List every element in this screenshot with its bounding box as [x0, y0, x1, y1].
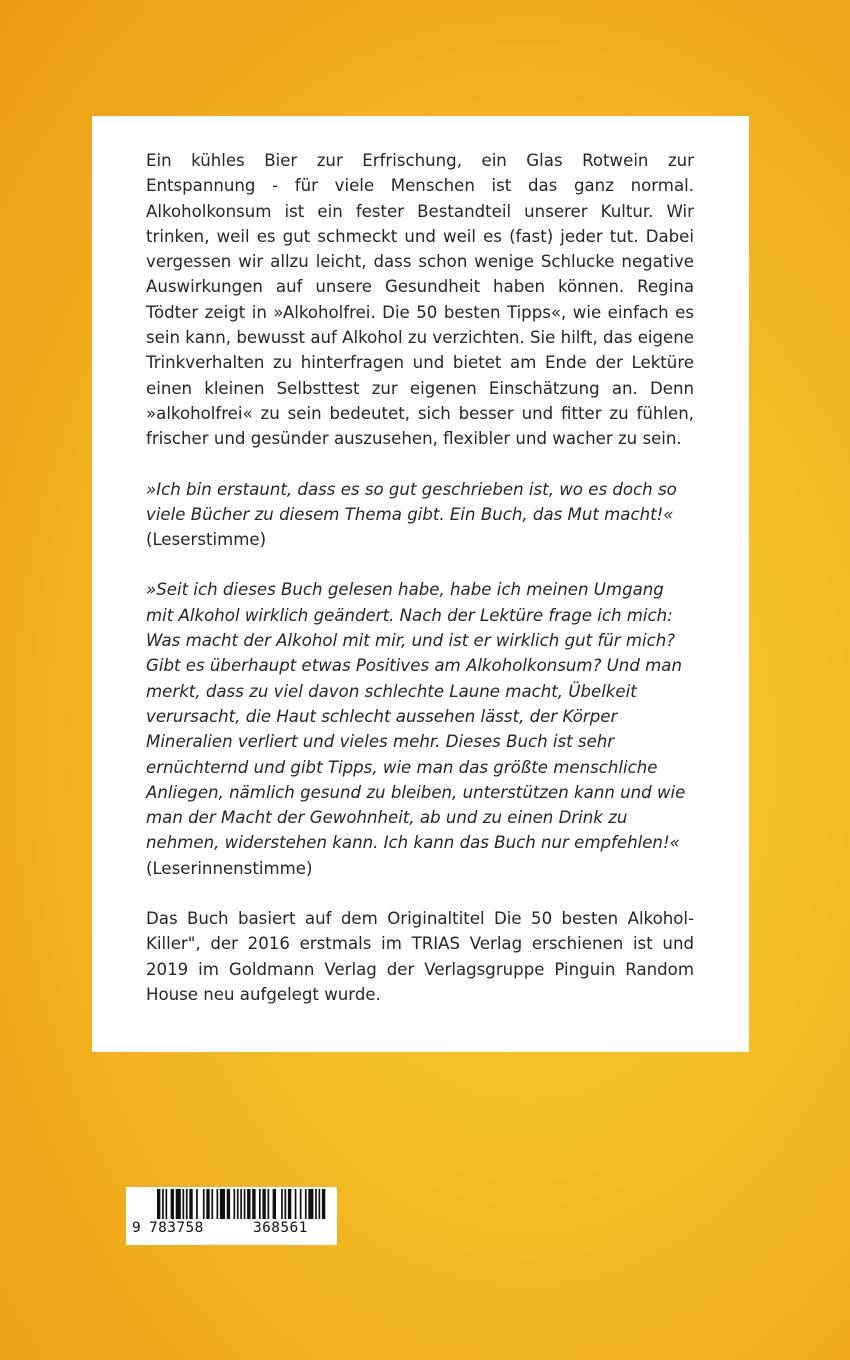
barcode-bar	[227, 1189, 230, 1219]
barcode-bars	[126, 1187, 337, 1221]
barcode-bar	[273, 1189, 276, 1219]
barcode-bar	[220, 1189, 225, 1219]
barcode-bar	[203, 1189, 205, 1219]
barcode-bar	[237, 1189, 239, 1219]
isbn-barcode	[126, 1187, 337, 1245]
barcode-bar	[259, 1189, 261, 1219]
barcode-digit-group-1: 783758	[149, 1220, 204, 1236]
reader-quote-source: (Leserstimme)	[146, 530, 267, 550]
reader-quote-text: »Seit ich dieses Buch gelesen habe, habe ich meinen Umgang mit Alkohol wirklich geändert. Nach der Lektüre frage ich mich: Was macht der Alkohol mit mir, und ist er wirklich gut für mich? Gibt es überhaupt etwas Positives am Alkoholkonsum? Und man merkt, dass zu viel davon schlechte Laune macht, Übelkeit verursacht, die Haut schlecht aussehen lässt, der Körper Mineralien verliert und vieles mehr. Dieses Buch ist sehr ernüchternd und gibt Tipps, wie man das größte menschliche Anliegen, nämlich gesund zu bleiben, unterstützen kann und wie man der Macht der Gewohnheit, ab und zu einen Drink zu nehmen, widerstehen kann. Ich kann das Buch nur empfehlen!«	[146, 580, 686, 853]
barcode-digits	[126, 1220, 337, 1242]
barcode-bar	[206, 1189, 209, 1219]
barcode-bar	[196, 1189, 198, 1219]
barcode-bar	[252, 1189, 255, 1219]
barcode-bar	[162, 1189, 164, 1219]
blurb-intro: Ein kühles Bier zur Erfrischung, ein Glas Rotwein zur Entspannung - für viele Menschen ist das ganz normal. Alkoholkonsum ist ein fester Bestandteil unserer Kultur. Wir trinken, weil es gut schmeckt und weil es (fast) jeder tut. Dabei vergessen wir allzu leicht, dass schon wenige Schlucke negative Auswirkungen auf unsere Gesundheit haben können. Regina Tödter zeigt in »Alkoholfrei. Die 50 besten Tipps«, wie einfach es sein kann, bewusst auf Alkohol zu verzichten. Sie hilft, das eigene Trinkverhalten zu hinterfragen und bietet am Ende der Lektüre einen kleinen Selbsttest zur eigenen Einschätzung an. Denn »alkoholfrei« zu sein bedeutet, sich besser und fitter zu fühlen, frischer und gesünder auszusehen, flexibler und wacher zu sein.	[146, 151, 694, 449]
reader-quote-text: »Ich bin erstaunt, dass es so gut geschrieben ist, wo es doch so viele Bücher zu diesem Thema gibt. Ein Buch, das Mut macht!«	[146, 479, 677, 524]
barcode-bar	[281, 1189, 283, 1219]
barcode-bar	[300, 1189, 302, 1219]
barcode-bar	[305, 1189, 307, 1219]
barcode-bar	[262, 1189, 265, 1219]
barcode-bar	[217, 1189, 219, 1219]
barcode-bar	[171, 1189, 174, 1219]
reader-quote-1	[146, 477, 694, 553]
barcode-digit-lead: 9	[132, 1220, 142, 1236]
barcode-bar	[295, 1189, 297, 1219]
barcode-bar	[157, 1189, 160, 1219]
barcode-bar	[234, 1189, 236, 1219]
barcode-bar	[285, 1189, 287, 1219]
barcode-bar	[315, 1189, 317, 1219]
barcode-digit-group-2: 368561	[253, 1220, 308, 1236]
barcode-bar	[247, 1189, 250, 1219]
barcode-bar	[166, 1189, 168, 1219]
barcode-bar	[183, 1189, 185, 1219]
reader-quote-source: (Leserinnenstimme)	[146, 858, 313, 878]
barcode-bar	[319, 1189, 321, 1219]
barcode-bar	[322, 1189, 325, 1219]
reader-quote-2	[146, 577, 694, 881]
barcode-bar	[244, 1189, 246, 1219]
barcode-bar	[186, 1189, 188, 1219]
barcode-bar	[240, 1189, 242, 1219]
barcode-bar	[268, 1189, 270, 1219]
barcode-bar	[211, 1189, 213, 1219]
barcode-bar	[288, 1189, 291, 1219]
barcode-bar	[189, 1189, 192, 1219]
back-cover-text-panel	[92, 116, 749, 1052]
barcode-bar	[308, 1189, 313, 1219]
barcode-bar	[176, 1189, 181, 1219]
origin-note: Das Buch basiert auf dem Originaltitel Die 50 besten Alkohol-Killer", der 2016 erstmals im TRIAS Verlag erschienen ist und 2019 im Goldmann Verlag der Verlagsgruppe Pinguin Random House neu aufgelegt wurde.	[146, 909, 694, 1004]
